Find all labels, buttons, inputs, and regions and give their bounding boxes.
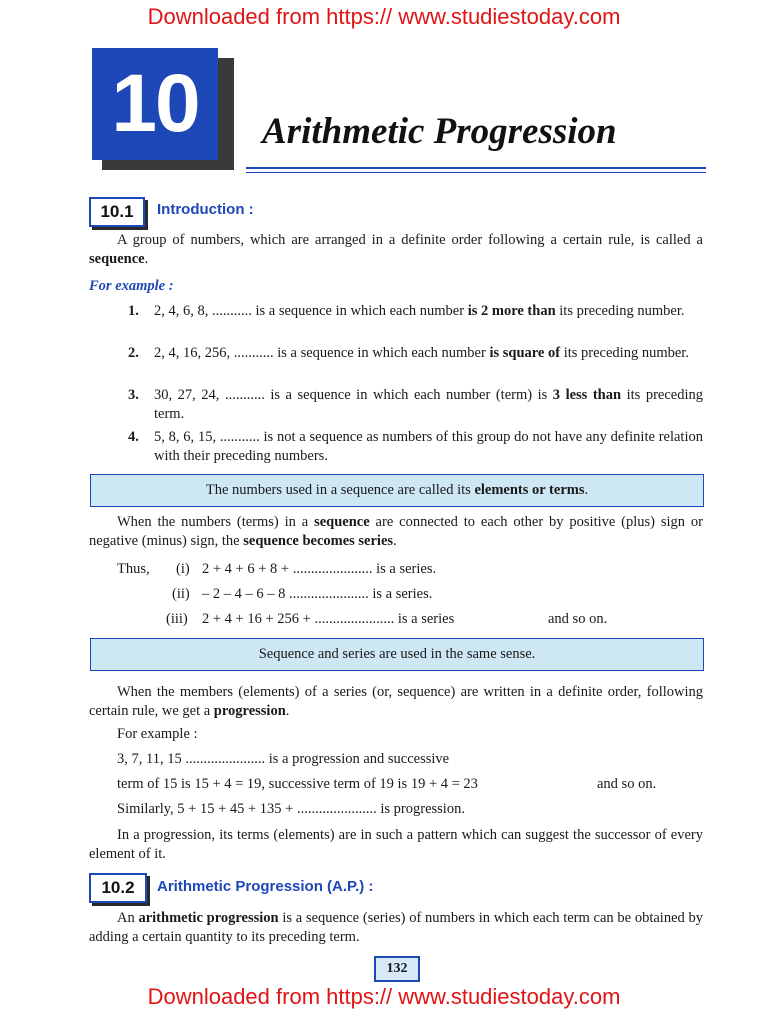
example-item: 1. 2, 4, 6, 8, ........... is a sequence in which each number is 2 more than its preceding number. — [128, 303, 685, 319]
example-item: 2. 2, 4, 16, 256, ........... is a sequence in which each number is square of its preceding number. — [128, 345, 689, 361]
and-so-on: and so on. — [597, 776, 657, 792]
progression-line: term of 15 is 15 + 4 = 19, successive term of 19 is 19 + 4 = 23 — [117, 776, 478, 792]
pattern-paragraph: In a progression, its terms (elements) are in such a pattern which can suggest the successor of every element of it. — [89, 827, 703, 862]
series-label: (ii) — [172, 586, 190, 602]
chapter-title: Arithmetic Progression — [262, 111, 617, 152]
progression-line: Similarly, 5 + 15 + 45 + 135 + ...................... is progression. — [117, 801, 465, 817]
title-rule-thin — [246, 172, 706, 173]
series-item: 2 + 4 + 6 + 8 + ...................... is a series. — [202, 561, 437, 577]
note-box-elements: The numbers used in a sequence are called its elements or terms. — [90, 474, 704, 507]
series-label: (iii) — [166, 611, 188, 627]
ap-definition-paragraph: An arithmetic progression is a sequence (series) of numbers in which each term can be obtained by adding a certain quantity to its preceding term. — [89, 910, 703, 945]
note-box-same-sense: Sequence and series are used in the same sense. — [90, 638, 704, 671]
for-example-text: For example : — [117, 726, 198, 742]
title-rule — [246, 167, 706, 169]
section-number-10-2: 10.2 — [89, 873, 147, 903]
watermark-top: Downloaded from https:// www.studiestoday.com — [147, 4, 621, 29]
series-item: 2 + 4 + 16 + 256 + ...................... is a series — [202, 611, 455, 627]
progression-line: 3, 7, 11, 15 ...................... is a progression and successive — [117, 751, 450, 767]
series-item: – 2 – 4 – 6 – 8 ...................... is a series. — [202, 586, 433, 602]
and-so-on: and so on. — [548, 611, 608, 627]
section-title-introduction: Introduction : — [157, 201, 254, 218]
example-item: 3. 30, 27, 24, ........... is a sequence in which each number (term) is 3 less than its preceding term. — [128, 387, 703, 422]
page-number: 132 — [374, 956, 420, 982]
for-example-label: For example : — [89, 278, 174, 294]
series-label: (i) — [176, 561, 190, 577]
intro-paragraph: A group of numbers, which are arranged in a definite order following a certain rule, is called a sequence. — [89, 232, 703, 267]
chapter-number: 10 — [92, 48, 218, 160]
watermark-bottom: Downloaded from https:// www.studiestoday.com — [147, 984, 621, 1009]
section-number-10-1: 10.1 — [89, 197, 145, 227]
series-paragraph: When the numbers (terms) in a sequence are connected to each other by positive (plus) sign or negative (minus) sign, the sequence becomes series. — [89, 514, 704, 549]
progression-paragraph: When the members (elements) of a series (or, sequence) are written in a definite order, following certain rule, we get a progression. — [89, 684, 703, 719]
thus-label: Thus, — [117, 561, 150, 577]
section-title-ap: Arithmetic Progression (A.P.) : — [157, 878, 374, 895]
example-item: 4. 5, 8, 6, 15, ........... is not a sequence as numbers of this group do not have any definite relation with their preceding numbers. — [128, 429, 703, 464]
